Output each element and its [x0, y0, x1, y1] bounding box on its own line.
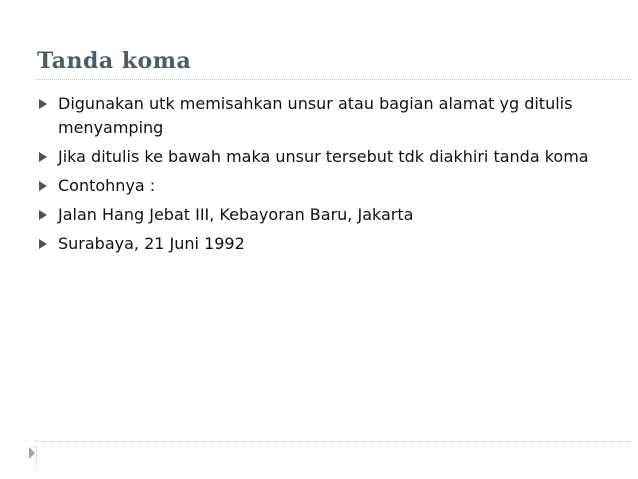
- bullet-list: [18, 92, 593, 261]
- list-item: [18, 232, 593, 256]
- list-item: [18, 92, 593, 140]
- bullet-text: Digunakan utk memisahkan unsur atau bagian alamat yg ditulis menyamping: [58, 94, 573, 137]
- footer-left-divider: [36, 446, 37, 468]
- list-item: [18, 145, 593, 169]
- bullet-text: Jika ditulis ke bawah maka unsur tersebut tdk diakhiri tanda koma: [58, 147, 589, 166]
- list-item: [18, 174, 593, 198]
- triangle-bullet-icon: [39, 99, 47, 109]
- corner-triangle-icon: [29, 447, 35, 459]
- footer-divider: [36, 441, 631, 442]
- slide-title: Tanda koma: [37, 48, 192, 74]
- bullet-text: Surabaya, 21 Juni 1992: [58, 234, 245, 253]
- list-item: [18, 203, 593, 227]
- triangle-bullet-icon: [39, 152, 47, 162]
- title-divider: [36, 79, 631, 80]
- triangle-bullet-icon: [39, 181, 47, 191]
- triangle-bullet-icon: [39, 210, 47, 220]
- triangle-bullet-icon: [39, 239, 47, 249]
- bullet-text: Jalan Hang Jebat III, Kebayoran Baru, Jakarta: [58, 205, 414, 224]
- bullet-text: Contohnya :: [58, 176, 156, 195]
